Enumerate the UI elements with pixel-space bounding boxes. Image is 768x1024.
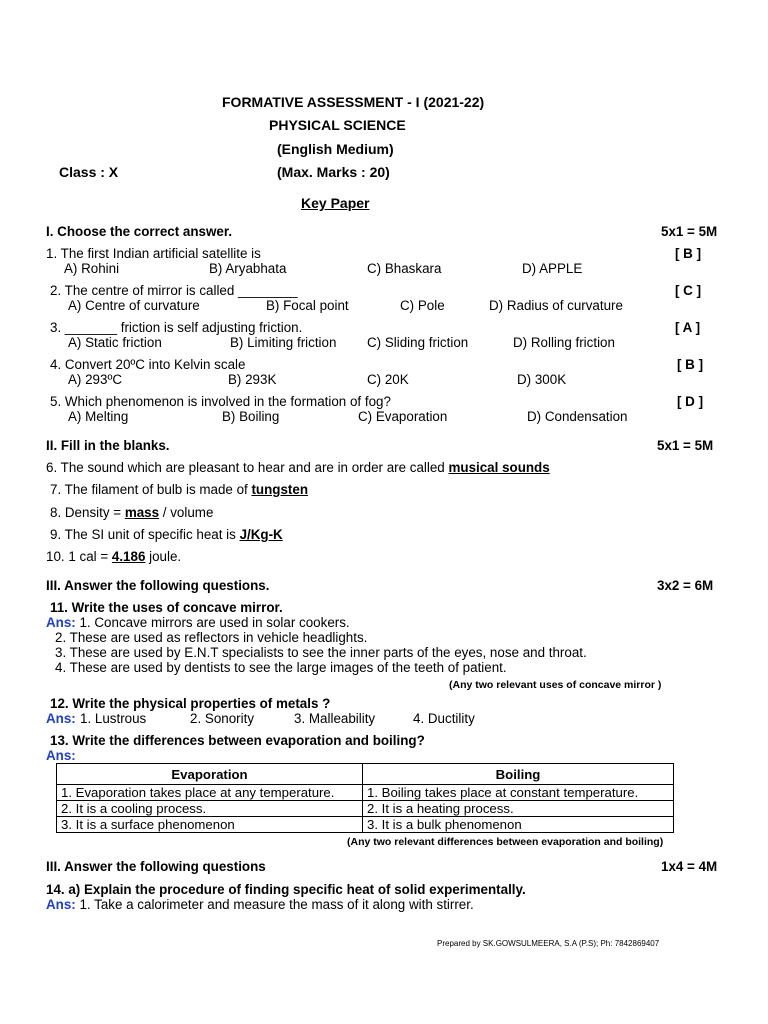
question-14: 14. a) Explain the procedure of finding specific heat of solid experimentally. [46, 882, 526, 897]
table-cell: 2. It is a heating process. [363, 801, 674, 817]
fill-blank-10 [46, 549, 181, 565]
blank-text: 10. 1 cal = [46, 549, 112, 564]
ans-label: Ans: [46, 615, 76, 630]
column-header: Evaporation [57, 764, 363, 785]
answer-key: [ A ] [675, 320, 701, 335]
ans-label: Ans: [46, 897, 76, 912]
table-cell: 3. It is a bulk phenomenon [363, 817, 674, 833]
blank-answer: J/Kg-K [239, 527, 283, 542]
option-a: A) Melting [68, 409, 129, 424]
question-text: 4. Convert 20ºC into Kelvin scale [50, 357, 246, 372]
table-cell: 1. Boiling takes place at constant temperature. [363, 785, 674, 801]
blank-text: 9. The SI unit of specific heat is [50, 527, 240, 542]
ans-label: Ans: [46, 711, 76, 726]
option-d: D) Rolling friction [513, 335, 615, 350]
section2-title: II. Fill in the blanks. [46, 438, 170, 453]
option-a: A) 293ºC [68, 372, 123, 387]
blank-text-after: joule. [145, 549, 182, 564]
question-11: 11. Write the uses of concave mirror. [50, 600, 283, 615]
option-d: D) APPLE [522, 261, 583, 276]
table-cell: 3. It is a surface phenomenon [57, 817, 363, 833]
column-header: Boiling [363, 764, 674, 785]
answer-11-line-4: 4. These are used by dentists to see the large images of the teeth of patient. [55, 660, 507, 675]
answer-key: [ D ] [677, 394, 704, 409]
fill-blank-8 [50, 505, 213, 521]
table-header-row [57, 764, 674, 785]
option-d: D) 300K [517, 372, 567, 387]
answer-11-line-2: 2. These are used as reflectors in vehicle headlights. [55, 630, 368, 645]
medium-label: (English Medium) [277, 141, 394, 157]
section3-marks: 3x2 = 6M [657, 578, 714, 593]
option-b: B) Focal point [266, 298, 349, 313]
table-cell: 2. It is a cooling process. [57, 801, 363, 817]
answer-key: [ C ] [675, 283, 702, 298]
answer-text: 1. Take a calorimeter and measure the mass of it along with stirrer. [75, 897, 474, 912]
blank-text: 8. Density = [50, 505, 125, 520]
option-b: B) Boiling [222, 409, 280, 424]
doc-title: FORMATIVE ASSESSMENT - I (2021-22) [222, 94, 485, 110]
option-d: D) Condensation [527, 409, 628, 424]
table-cell: 1. Evaporation takes place at any temperature. [57, 785, 363, 801]
ans-label: Ans: [46, 748, 76, 763]
question-text: 5. Which phenomenon is involved in the formation of fog? [50, 394, 391, 409]
blank-text-after: / volume [159, 505, 214, 520]
metal-property: 4. Ductility [413, 711, 475, 726]
blank-answer: musical sounds [448, 460, 550, 475]
option-a: A) Centre of curvature [68, 298, 200, 313]
option-c: C) Evaporation [358, 409, 448, 424]
section1-marks: 5x1 = 5M [661, 224, 718, 239]
section2-marks: 5x1 = 5M [657, 438, 714, 453]
question-12: 12. Write the physical properties of metals ? [50, 696, 331, 711]
answer-12 [46, 711, 76, 727]
answer-13-note: (Any two relevant differences between evaporation and boiling) [347, 836, 664, 848]
section4-marks: 1x4 = 4M [661, 859, 718, 874]
answer-11-note: (Any two relevant uses of concave mirror ) [449, 679, 662, 691]
option-c: C) Bhaskara [367, 261, 442, 276]
blank-text: 6. The sound which are pleasant to hear and are in order are called [46, 460, 449, 475]
answer-11-line-3: 3. These are used by E.N.T specialists to see the inner parts of the eyes, nose and throat. [55, 645, 587, 660]
option-c: C) Pole [400, 298, 445, 313]
table-row [57, 817, 674, 833]
section3-title: III. Answer the following questions. [46, 578, 270, 593]
question-text: 1. The first Indian artificial satellite is [46, 246, 261, 261]
option-b: B) Aryabhata [209, 261, 287, 276]
blank-text: 7. The filament of bulb is made of [50, 482, 252, 497]
question-13: 13. Write the differences between evaporation and boiling? [50, 733, 425, 748]
footer-credit: Prepared by SK.GOWSULMEERA, S.A (P.S); Ph: 7842869407 [437, 939, 660, 948]
blank-answer: mass [124, 505, 160, 520]
answer-11-line-1 [46, 615, 350, 631]
differences-table [56, 763, 674, 833]
metal-property: 3. Malleability [294, 711, 376, 726]
question-text: 2. The centre of mirror is called ________ [50, 283, 298, 298]
blank-answer: 4.186 [111, 549, 146, 564]
option-c: C) Sliding friction [367, 335, 469, 350]
key-paper-title: Key Paper [301, 195, 370, 211]
option-b: B) Limiting friction [230, 335, 337, 350]
max-marks: (Max. Marks : 20) [277, 164, 390, 180]
answer-text: 1. Concave mirrors are used in solar cookers. [75, 615, 350, 630]
class-label: Class : X [59, 164, 119, 180]
option-c: C) 20K [367, 372, 409, 387]
option-a: A) Static friction [68, 335, 162, 350]
option-a: A) Rohini [64, 261, 120, 276]
fill-blank-9 [50, 527, 283, 543]
blank-answer: tungsten [251, 482, 308, 497]
option-d: D) Radius of curvature [489, 298, 623, 313]
fill-blank-6 [46, 460, 550, 476]
question-text: 3. _______ friction is self adjusting friction. [50, 320, 303, 335]
metal-property: 1. Lustrous [80, 711, 147, 726]
fill-blank-7 [50, 482, 308, 498]
metal-property: 2. Sonority [190, 711, 255, 726]
subject-title: PHYSICAL SCIENCE [269, 117, 406, 133]
section4-title: III. Answer the following questions [46, 859, 266, 874]
answer-key: [ B ] [675, 246, 702, 261]
answer-14 [46, 897, 474, 913]
section1-title: I. Choose the correct answer. [46, 224, 233, 239]
table-row [57, 801, 674, 817]
table-row [57, 785, 674, 801]
answer-key: [ B ] [677, 357, 704, 372]
option-b: B) 293K [228, 372, 277, 387]
answer-13 [46, 748, 76, 764]
